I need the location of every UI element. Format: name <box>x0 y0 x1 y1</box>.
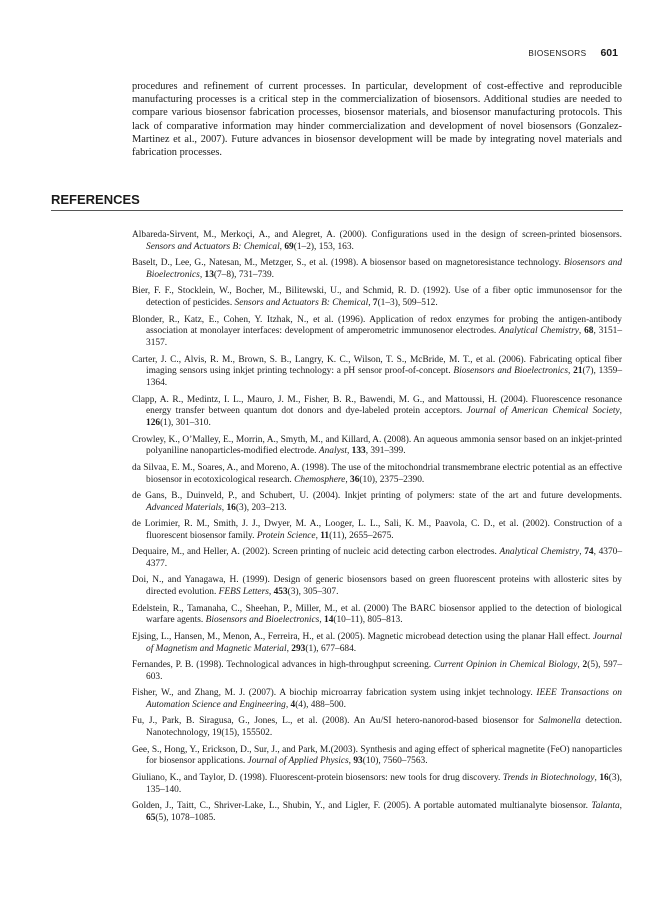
reference-journal: Analyst <box>318 446 347 457</box>
reference-authors: Baselt, D., Lee, G., Natesan, M., Metzger, S., et al. (1998). A biosensor based on magnetoresistance technology. <box>132 258 561 269</box>
reference-journal: Biosensors and Bioelectronics <box>146 258 623 280</box>
intro-paragraph: procedures and refinement of current processes. In particular, development of cost-effective and reproducible manufacturing processes is a critical step in the commercialization of biosensors. Additional studies are needed to compare various biosensor fabrication processes, biosensor materials, and biosensor manufacturing protocols. This lack of comparative information may hinder commercialization and development of novel biosensors (Gonzalez-Martinez et al., 2007). Future advances in biosensor development will be made by integrating novel materials and fabrication processes. <box>132 81 622 159</box>
reference-authors: Edelstein, R., Tamanaha, C., Sheehan, P., Miller, M., et al. (2000) The BARC biosensor applied to the detection of biological warfare agents. <box>132 603 622 626</box>
reference-volume: 93 <box>353 756 363 767</box>
reference-volume: 7 <box>372 298 378 309</box>
reference-journal: Journal of Applied Physics <box>247 756 349 767</box>
reference-pages: (10), 2375–2390. <box>359 474 425 485</box>
reference-journal: Journal of American Chemical Society <box>466 406 620 417</box>
reference-pages: , 4370–4377. <box>146 547 623 570</box>
reference-journal: Sensors and Actuators B: Chemical <box>146 241 280 252</box>
reference-item: Bier, F. F., Stocklein, W., Bocher, M., Bilitewski, U., and Schmid, R. D. (1992). Use of a fiber optic immunosensor for the detection of pesticides. Sensors and Actuators B: Chemical, 7(1–3), 509–512. <box>132 286 622 309</box>
reference-volume: 16 <box>226 502 236 513</box>
reference-authors: de Gans, B., Duinveld, P., and Schubert, U. (2004). Inkjet printing of polymers: state of the art and future developments. <box>132 490 622 501</box>
reference-item: Carter, J. C., Alvis, R. M., Brown, S. B., Langry, K. C., Wilson, T. S., McBride, M. T., et al. (2006). Fabricating optical fiber imaging sensors using inkjet printing technology: a pH sensor proof-of-concept. Biosensors and Bioelectronics, 21(7), 1359–1364. <box>132 354 623 389</box>
reference-journal: Analytical Chemistry <box>499 547 580 558</box>
reference-volume: 36 <box>350 474 360 485</box>
references-heading: REFERENCES <box>51 192 623 211</box>
reference-volume: 4 <box>290 700 296 710</box>
reference-pages: (1–2), 153, 163. <box>293 241 354 252</box>
reference-journal: Chemosphere <box>294 474 346 485</box>
page-number: 601 <box>600 47 618 59</box>
reference-authors: Bier, F. F., Stocklein, W., Bocher, M., Bilitewski, U., and Schmid, R. D. (1992). Use of a fiber optic immunosensor for the detection of pesticides. <box>132 286 622 309</box>
reference-item: Dequaire, M., and Heller, A. (2002). Screen printing of nucleic acid detecting carbon electrodes. Analytical Chemistry, 74, 4370–4377. <box>132 547 623 570</box>
reference-item: de Gans, B., Duinveld, P., and Schubert, U. (2004). Inkjet printing of polymers: state of the art and future developments. Advanced Materials, 16(3), 203–213. <box>132 490 622 513</box>
reference-volume: 21 <box>573 366 583 377</box>
reference-volume: 293 <box>291 643 306 654</box>
running-title: BIOSENSORS <box>528 49 587 58</box>
reference-pages: (1), 301–310. <box>160 418 211 429</box>
reference-pages: (1), 677–684. <box>305 643 357 654</box>
reference-journal: Protein Science <box>256 530 316 541</box>
reference-item <box>132 716 622 740</box>
reference-item: Giuliano, K., and Taylor, D. (1998). Fluorescent-protein biosensors: new tools for drug discovery. Trends in Biotechnology, 16(3), 135–140. <box>132 772 623 795</box>
reference-journal: Analytical Chemistry <box>499 326 579 337</box>
reference-pages: (1–3), 509–512. <box>377 298 438 309</box>
reference-pages: (5), 1078–1085. <box>155 812 216 823</box>
reference-authors: Fernandes, P. B. (1998). Technological advances in high-throughput screening. <box>132 660 432 671</box>
reference-item: Edelstein, R., Tamanaha, C., Sheehan, P., Miller, M., et al. (2000) The BARC biosensor applied to the detection of biological warfare agents. Biosensors and Bioelectronics, 14(10–11), 805–813. <box>132 603 622 626</box>
reference-journal: Trends in Biotechnology <box>502 772 595 783</box>
reference-authors: Clapp, A. R., Medintz, I. L., Mauro, J. M., Fisher, B. R., Bawendi, M. G., and Mattoussi, H. (2004). Fluorescence resonance energy transfer between quantum dot donors and dye-labeled protein acceptors. <box>132 394 622 417</box>
reference-pages: (5), 597–603. <box>146 660 623 682</box>
reference-pages: (7), 1359–1364. <box>146 366 623 389</box>
reference-volume: 13 <box>204 269 214 280</box>
reference-authors: Ejsing, L., Hansen, M., Menon, A., Ferreira, H., et al. (2005). Magnetic microbead detection using the planar Hall effect. <box>132 631 591 642</box>
reference-authors: da Silvaa, E. M., Soares, A., and Moreno, A. (1998). The use of the mitochondrial transmembrane electric potential as an effective biosensor in ecotoxicological research. <box>132 462 622 485</box>
reference-item: de Lorimier, R. M., Smith, J. J., Dwyer, M. A., Looger, L. L., Sali, K. M., Paavola, C. D., et al. (2002). Construction of a fluorescent biosensor family. Protein Science, 11(11), 2655–2675. <box>132 519 622 541</box>
reference-authors: Golden, J., Taitt, C., Shriver-Lake, L., Shubin, Y., and Ligler, F. (2005). A portable automated multianalyte biosensor. <box>132 800 588 811</box>
reference-journal: Current Opinion in Chemical Biology <box>433 660 578 671</box>
reference-volume: 74 <box>584 547 594 558</box>
reference-volume: 453 <box>273 587 288 598</box>
reference-authors: Dequaire, M., and Heller, A. (2002). Screen printing of nucleic acid detecting carbon electrodes. <box>132 547 497 558</box>
reference-volume: 2 <box>582 660 588 671</box>
reference-item: Gee, S., Hong, Y., Erickson, D., Sur, J., and Park, M.(2003). Synthesis and aging effect of spherical magnetite (FeO) nanoparticles for biosensor applications. Journal of Applied Physics, 93(10), 7560–7563. <box>132 744 622 767</box>
reference-item: Fisher, W., and Zhang, M. J. (2007). A biochip microarray fabrication system using inkjet technology. IEEE Transactions on Automation Science and Engineering, 4(4), 488–500. <box>132 688 622 710</box>
running-head <box>0 47 618 59</box>
reference-pages: , 3151–3157. <box>146 326 623 349</box>
reference-authors: Crowley, K., O’Malley, E., Morrin, A., Smyth, M., and Killard, A. (2008). An aqueous ammonia sensor based on an inkjet-printed polyaniline nanoparticles-modified electrode. <box>132 434 622 457</box>
reference-authors: de Lorimier, R. M., Smith, J. J., Dwyer, M. A., Looger, L. L., Sali, K. M., Paavola, C. D., et al. (2002). Construction of a fluorescent biosensor family. <box>132 519 622 541</box>
reference-pages: (10–11), 805–813. <box>333 615 403 626</box>
reference-pages: (11), 2655–2675. <box>329 530 394 541</box>
reference-volume: 65 <box>146 812 156 823</box>
reference-item: Clapp, A. R., Medintz, I. L., Mauro, J. M., Fisher, B. R., Bawendi, M. G., and Mattoussi, H. (2004). Fluorescence resonance energy transfer between quantum dot donors and dye-labeled protein acceptors. Journal of American Chemical Society, 126(1), 301–310. <box>132 394 623 429</box>
reference-volume: 14 <box>324 615 334 626</box>
reference-item: Golden, J., Taitt, C., Shriver-Lake, L., Shubin, Y., and Ligler, F. (2005). A portable automated multianalyte biosensor. Talanta, 65(5), 1078–1085. <box>132 800 623 823</box>
reference-authors: Fisher, W., and Zhang, M. J. (2007). A biochip microarray fabrication system using inkjet technology. <box>132 688 533 699</box>
reference-item: Doi, N., and Yanagawa, H. (1999). Design of generic biosensors based on green fluorescent proteins with allosteric sites by directed evolution. FEBS Letters, 453(3), 305–307. <box>132 575 622 598</box>
reference-volume: 69 <box>284 241 294 252</box>
reference-item: Crowley, K., O’Malley, E., Morrin, A., Smyth, M., and Killard, A. (2008). An aqueous ammonia sensor based on an inkjet-printed polyaniline nanoparticles-modified electrode. Analyst, 133, 391–399. <box>132 434 622 457</box>
reference-list <box>132 230 622 829</box>
reference-pages: (10), 7560–7563. <box>362 756 428 767</box>
reference-authors: Giuliano, K., and Taylor, D. (1998). Fluorescent-protein biosensors: new tools for drug discovery. <box>132 772 501 783</box>
reference-item: Albareda-Sirvent, M., Merkoçi, A., and Alegret, A. (2000). Configurations used in the design of screen-printed biosensors. Sensors and Actuators B: Chemical, 69(1–2), 153, 163. <box>132 230 622 252</box>
reference-journal: Salmonella <box>538 716 581 727</box>
reference-pages: (4), 488–500. <box>295 700 346 710</box>
reference-authors: Carter, J. C., Alvis, R. M., Brown, S. B., Langry, K. C., Wilson, T. S., McBride, M. T., et al. (2006). Fabricating optical fiber imaging sensors using inkjet printing technology: a pH sensor proof-of-concept. <box>132 354 622 377</box>
reference-journal: Sensors and Actuators B: Chemical <box>234 298 369 309</box>
reference-authors: Doi, N., and Yanagawa, H. (1999). Design of generic biosensors based on green fluorescent proteins with allosteric sites by directed evolution. <box>132 575 622 598</box>
reference-item: Fernandes, P. B. (1998). Technological advances in high-throughput screening. Current Opinion in Chemical Biology, 2(5), 597–603. <box>132 660 623 682</box>
reference-pages: detection. Nanotechnology, 19(15), 155502. <box>146 716 622 739</box>
reference-volume: 133 <box>351 446 366 457</box>
reference-pages: (3), 305–307. <box>287 587 339 598</box>
reference-journal: Advanced Materials <box>146 502 222 513</box>
reference-journal: Biosensors and Bioelectronics <box>205 615 320 626</box>
reference-volume: 16 <box>599 772 609 783</box>
reference-item: Ejsing, L., Hansen, M., Menon, A., Ferreira, H., et al. (2005). Magnetic microbead detection using the planar Hall effect. Journal of Magnetism and Magnetic Material, 293(1), 677–684. <box>132 631 622 654</box>
reference-volume: 68 <box>584 326 594 337</box>
reference-pages: (7–8), 731–739. <box>213 269 275 280</box>
reference-journal: IEEE Transactions on Automation Science and Engineering <box>146 688 622 710</box>
reference-journal: Talanta <box>591 800 620 811</box>
reference-authors: Gee, S., Hong, Y., Erickson, D., Sur, J., and Park, M.(2003). Synthesis and aging effect of spherical magnetite (FeO) nanoparticles for biosensor applications. <box>132 744 622 767</box>
reference-pages: (3), 203–213. <box>235 502 287 513</box>
reference-item: da Silvaa, E. M., Soares, A., and Moreno, A. (1998). The use of the mitochondrial transmembrane electric potential as an effective biosensor in ecotoxicological research. Chemosphere, 36(10), 2375–2390. <box>132 462 622 485</box>
reference-authors: Fu, J., Park, B. Siragusa, G., Jones, L., et al. (2008). An Au/SI hetero-nanorod-based biosensor for <box>132 716 534 727</box>
reference-pages: , 391–399. <box>365 446 406 457</box>
reference-pages: (3), 135–140. <box>146 772 623 795</box>
reference-journal: Biosensors and Bioelectronics <box>453 366 568 377</box>
reference-authors: Blonder, R., Katz, E., Cohen, Y. Itzhak, N., et al. (1996). Application of redox enzymes for probing the antigen-antibody association at monolayer interfaces: development of amperometric immunosenor electrodes. <box>132 314 622 337</box>
reference-volume: 11 <box>320 530 330 541</box>
reference-item: Baselt, D., Lee, G., Natesan, M., Metzger, S., et al. (1998). A biosensor based on magnetoresistance technology. Biosensors and Bioelectronics, 13(7–8), 731–739. <box>132 258 623 280</box>
reference-journal: Journal of Magnetism and Magnetic Material <box>146 631 622 654</box>
reference-item: Blonder, R., Katz, E., Cohen, Y. Itzhak, N., et al. (1996). Application of redox enzymes for probing the antigen-antibody association at monolayer interfaces: development of amperometric immunosenor electrodes. Analytical Chemistry, 68, 3151–3157. <box>132 314 623 349</box>
reference-journal: FEBS Letters <box>218 587 269 598</box>
reference-volume: 126 <box>146 418 161 429</box>
reference-authors: Albareda-Sirvent, M., Merkoçi, A., and Alegret, A. (2000). Configurations used in the design of screen-printed biosensors. <box>132 230 622 240</box>
